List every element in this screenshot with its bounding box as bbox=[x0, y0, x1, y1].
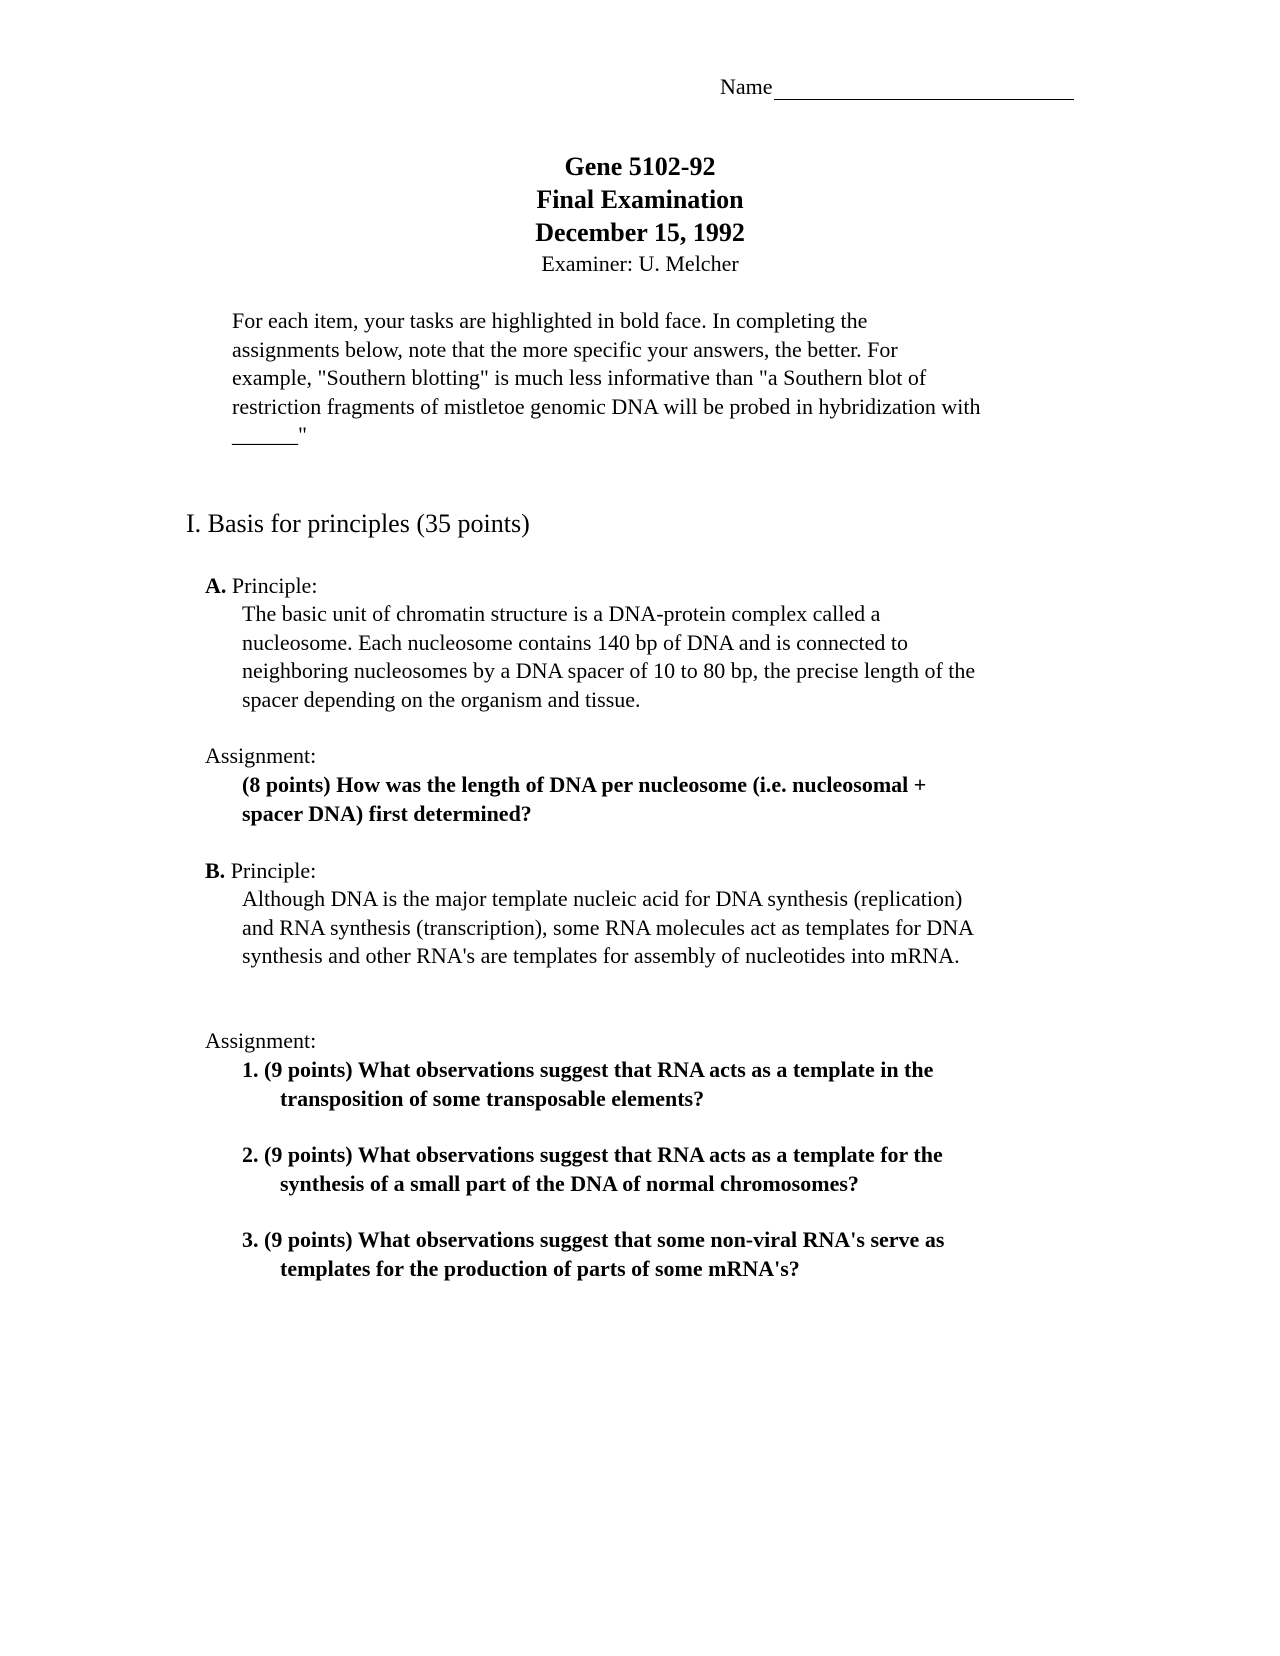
part-b-letter: B. bbox=[205, 858, 226, 883]
name-blank-line bbox=[774, 79, 1074, 100]
instructions-line: restriction fragments of mistletoe genomic DNA will be probed in hybridization with bbox=[232, 393, 981, 419]
principle-line: nucleosome. Each nucleosome contains 140 bp of DNA and is connected to bbox=[242, 629, 908, 655]
part-a-principle-label: Principle: bbox=[231, 573, 318, 598]
exam-date: December 15, 1992 bbox=[535, 218, 745, 247]
part-b-principle-label: Principle: bbox=[230, 858, 317, 883]
assignment-line: spacer DNA) first determined? bbox=[242, 800, 532, 826]
question-line: synthesis of a small part of the DNA of normal chromosomes? bbox=[280, 1170, 859, 1196]
part-b-principle-text bbox=[242, 885, 1102, 971]
exam-header bbox=[0, 150, 1280, 279]
examiner: Examiner: U. Melcher bbox=[541, 251, 739, 276]
part-a-assignment bbox=[242, 771, 1102, 828]
part-b-heading bbox=[205, 857, 316, 886]
instructions-line: example, "Southern blotting" is much less informative than "a Southern blot of bbox=[232, 365, 927, 390]
question-line: 2. (9 points) What observations suggest that RNA acts as a template for the bbox=[242, 1142, 943, 1167]
assignment-line: (8 points) How was the length of DNA per nucleosome (i.e. nucleosomal + bbox=[242, 772, 927, 797]
question-line: templates for the production of parts of some mRNA's? bbox=[280, 1255, 800, 1281]
section-title: I. Basis for principles (35 points) bbox=[186, 509, 530, 538]
name-field bbox=[720, 74, 1074, 100]
part-a-heading bbox=[205, 572, 317, 601]
principle-line: Although DNA is the major template nucleic acid for DNA synthesis (replication) bbox=[242, 886, 963, 911]
question-line: 1. (9 points) What observations suggest that RNA acts as a template in the bbox=[242, 1057, 934, 1082]
principle-line: neighboring nucleosomes by a DNA spacer of 10 to 80 bp, the precise length of the bbox=[242, 658, 976, 683]
part-a-letter: A. bbox=[205, 573, 227, 598]
question-3 bbox=[242, 1226, 1102, 1283]
principle-line: and RNA synthesis (transcription), some RNA molecules act as templates for DNA bbox=[242, 914, 974, 940]
instructions-line: assignments below, note that the more specific your answers, the better. For bbox=[232, 336, 898, 362]
instructions-line: ______" bbox=[232, 422, 307, 447]
principle-line: synthesis and other RNA's are templates for assembly of nucleotides into mRNA. bbox=[242, 943, 960, 968]
course-title: Gene 5102-92 bbox=[564, 152, 716, 181]
question-1 bbox=[242, 1056, 1102, 1113]
principle-line: spacer depending on the organism and tissue. bbox=[242, 686, 641, 712]
question-line: transposition of some transposable elements? bbox=[280, 1085, 705, 1111]
name-label: Name bbox=[720, 74, 773, 99]
part-a-principle-text bbox=[242, 600, 1102, 714]
principle-line: The basic unit of chromatin structure is a DNA-protein complex called a bbox=[242, 601, 881, 626]
question-line: 3. (9 points) What observations suggest that some non-viral RNA's serve as bbox=[242, 1227, 945, 1252]
instructions bbox=[232, 307, 1092, 450]
question-2 bbox=[242, 1141, 1102, 1198]
part-a-assignment-label: Assignment: bbox=[205, 743, 317, 768]
part-b-assignment-label: Assignment: bbox=[205, 1028, 317, 1053]
exam-title: Final Examination bbox=[536, 185, 744, 214]
instructions-line: For each item, your tasks are highlighted in bold face. In completing the bbox=[232, 308, 868, 333]
